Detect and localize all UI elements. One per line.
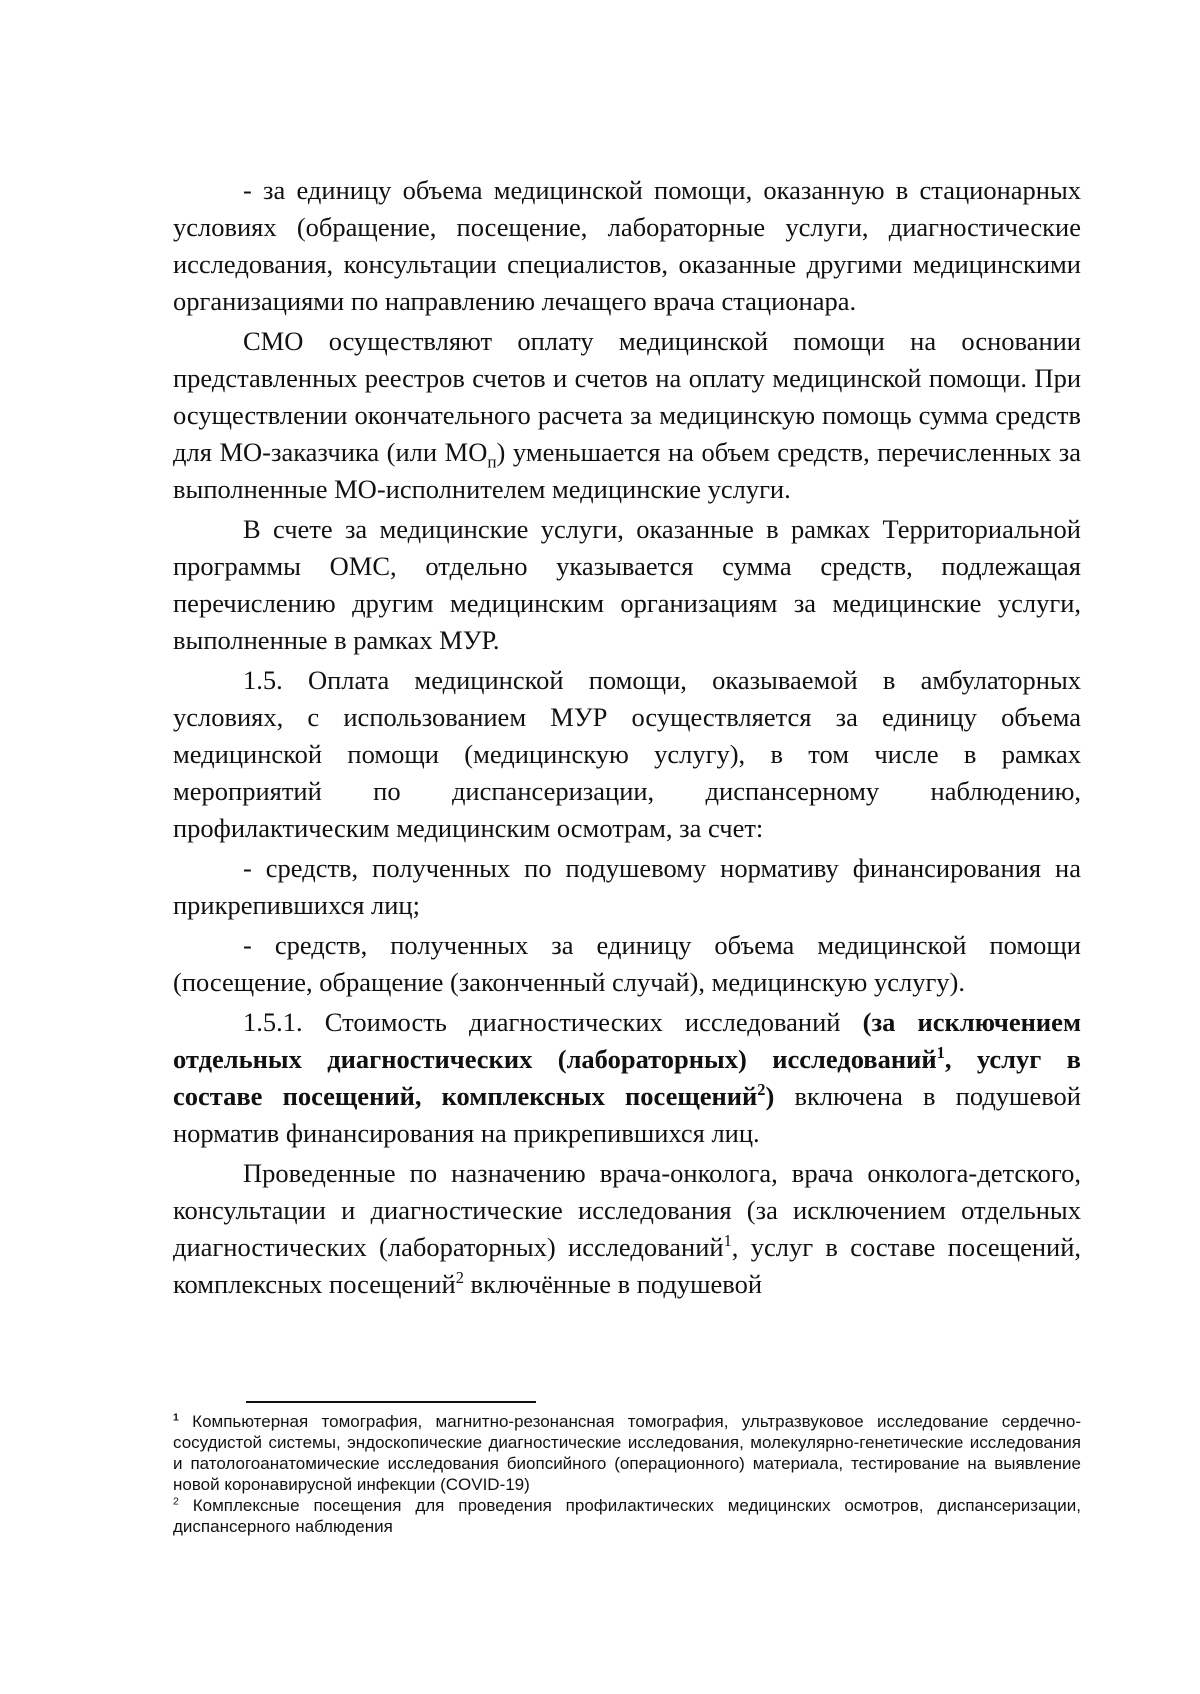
footnote-ref-2: 2 <box>455 1268 464 1288</box>
paragraph-smo-payment-text: СМО осуществляют оплату медицинской помощи на основании представленных реестров счетов и счетов на оплату медицинской помощи. При осуществлении окончательного расчета за медицинскую помощь сумма средств для МО-заказчика (или МО <box>173 326 1081 467</box>
footnotes <box>173 1411 1081 1537</box>
paragraph-oncologist <box>173 1155 1081 1303</box>
footnote-2 <box>173 1495 1081 1537</box>
footnote-mark-1: 1 <box>173 1411 179 1424</box>
footnote-ref-1: 1 <box>936 1043 945 1063</box>
footnote-2-text: Комплексные посещения для проведения профилактических медицинских осмотров, диспансеризации, диспансерного наблюдения <box>173 1496 1081 1536</box>
footnote-ref-1: 1 <box>723 1231 732 1251</box>
paragraph-smo-payment <box>173 323 1081 508</box>
paragraph-oncologist-mid: , услуг в составе посещений, комплексных посещений <box>173 1232 1081 1299</box>
subscript-p: п <box>487 452 497 472</box>
paragraph-per-capita: - средств, полученных по подушевому нормативу финансирования на прикрепившихся лиц; <box>173 853 1081 920</box>
paragraph-1-5-1-lead: 1.5.1. Стоимость диагностических исследований <box>243 1007 863 1037</box>
paragraph-inpatient-unit: - за единицу объема медицинской помощи, оказанную в стационарных условиях (обращение, посещение, лабораторные услуги, диагностические исследования, консультации специалистов, оказанные другими медицинскими организациями по направлению лечащего врача стационара. <box>173 175 1081 316</box>
paragraph-1-5-1-bold-b: , услуг в составе посещений, комплексных посещений <box>173 1044 1081 1111</box>
paragraph-1-5: 1.5. Оплата медицинской помощи, оказываемой в амбулаторных условиях, с использованием МУР осуществляется за единицу объема медицинской помощи (медицинскую услугу), в том числе в рамках мероприятий по диспансеризации, диспансерному наблюдению, профилактическим медицинским осмотрам, за счет: <box>173 665 1081 843</box>
paragraph-1-5-1-bold-c: ) <box>765 1081 775 1111</box>
footnote-1 <box>173 1411 1081 1495</box>
document-body <box>173 172 1081 1303</box>
paragraph-1-5-1-bold-a: (за исключением отдельных диагностических (лабораторных) исследований <box>173 1007 1081 1074</box>
footnote-separator <box>246 1401 536 1403</box>
footnote-1-text: Компьютерная томография, магнитно-резонансная томография, ультразвуковое исследование сердечно-сосудистой системы, эндоскопические диагностические исследования, молекулярно-генетические исследования и патологоанатомические исследования биопсийного (операционного) материала, тестирование на выявление новой коронавирусной инфекции (COVID-19) <box>173 1412 1081 1494</box>
footnote-mark-2: 2 <box>173 1495 179 1508</box>
paragraph-oncologist-tail: включённые в подушевой <box>463 1269 763 1299</box>
paragraph-1-5-1 <box>173 1004 1081 1152</box>
paragraph-oncologist-lead: Проведенные по назначению врача-онколога, врача онколога-детского, консультации и диагностические исследования (за исключением отдельных диагностических (лабораторных) исследований <box>173 1158 1081 1262</box>
paragraph-1-5-1-tail: включена в подушевой норматив финансирования на прикрепившихся лиц. <box>173 1081 1081 1148</box>
paragraph-invoice: В счете за медицинские услуги, оказанные в рамках Территориальной программы ОМС, отдельно указывается сумма средств, подлежащая перечислению другим медицинским организациям за медицинские услуги, выполненные в рамках МУР. <box>173 514 1081 655</box>
footnote-ref-2: 2 <box>757 1080 766 1100</box>
paragraph-per-unit: - средств, полученных за единицу объема медицинской помощи (посещение, обращение (законченный случай), медицинскую услугу). <box>173 930 1081 997</box>
paragraph-smo-payment-tail: ) уменьшается на объем средств, перечисленных за выполненные МО-исполнителем медицинские услуги. <box>173 437 1081 504</box>
